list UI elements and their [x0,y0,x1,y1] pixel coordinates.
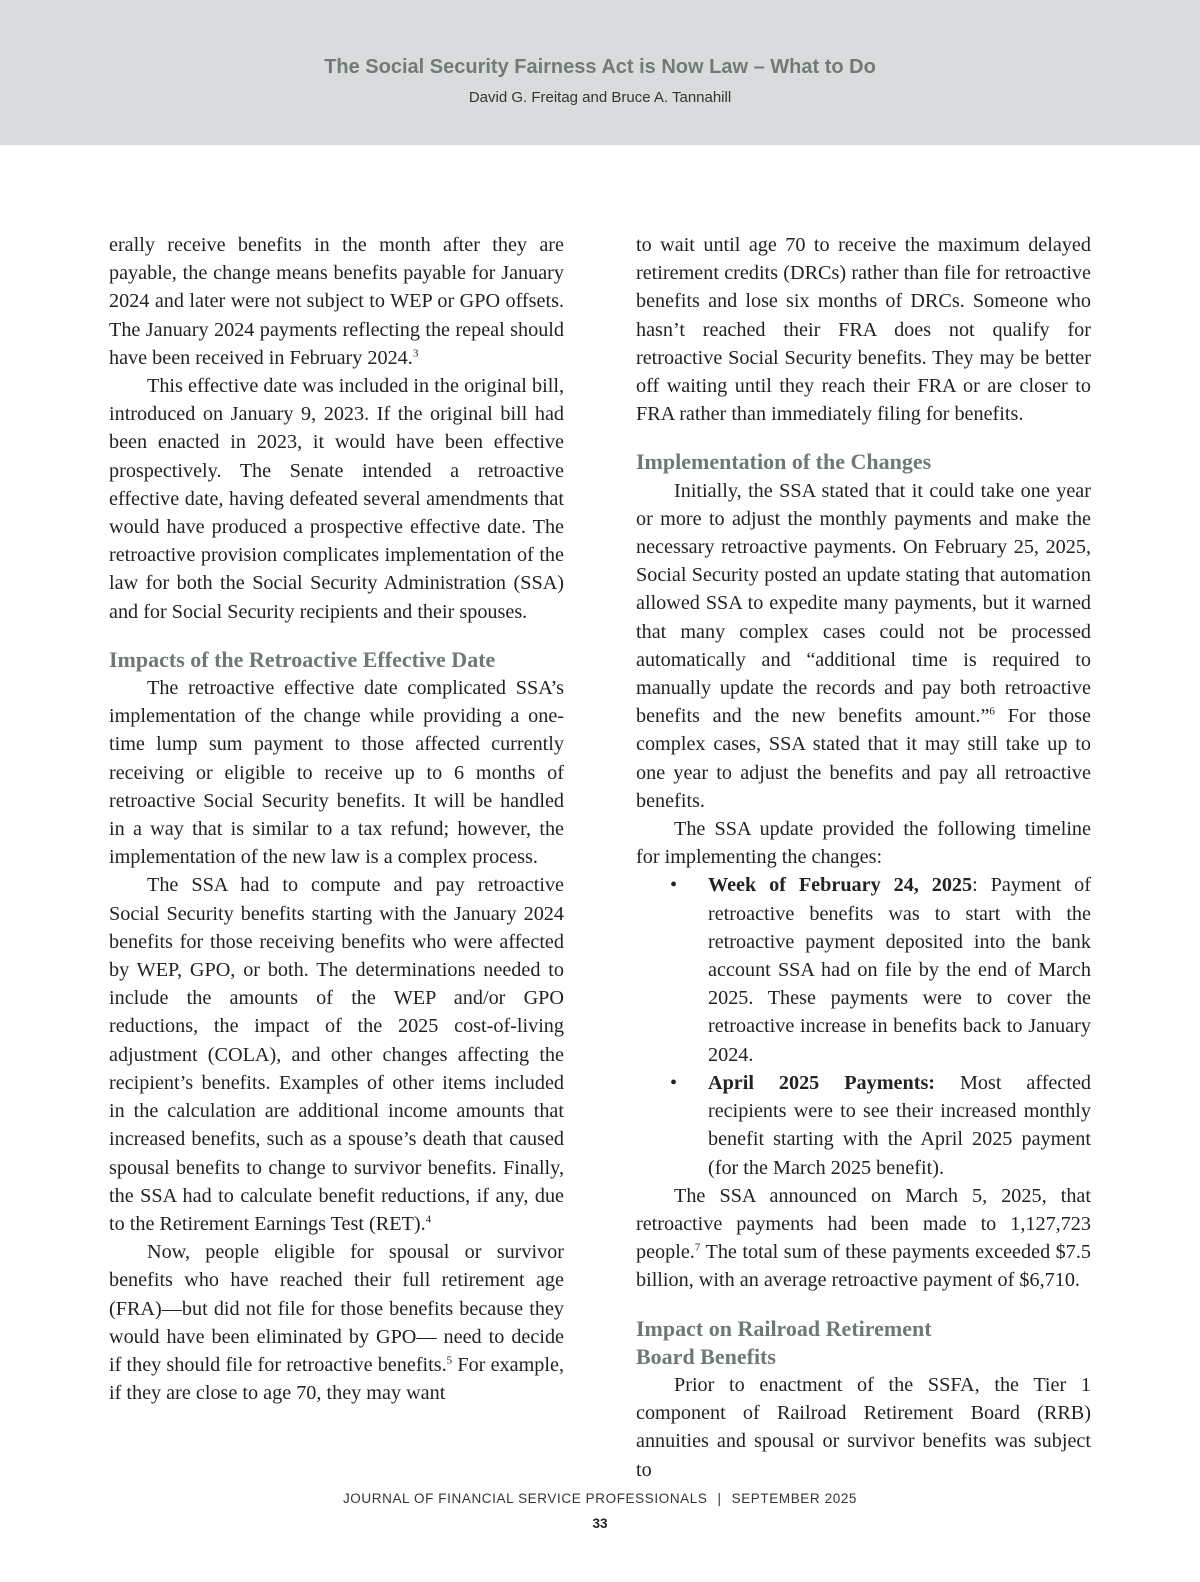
page-number: 33 [592,1516,608,1531]
article-title: The Social Security Fairness Act is Now Law – What to Do [324,56,876,78]
footnote-ref: 4 [425,1213,432,1226]
paragraph: This effective date was included in the original bill, introduced on January 9, 2023. If the original bill had been enacted in 2023, it would have been effective prospectively. The Senate intended a retroactive effective date, having defeated several amendments that would have produced a prospective effective date. The retroactive provision complicates implementation of the law for both the Social Security Administration (SSA) and for Social Security recipients and their spouses. [109,375,564,623]
footer-journal-line: JOURNAL OF FINANCIAL SERVICE PROFESSIONALS | SEPTEMBER 2025 [342,1491,858,1506]
right-column [636,231,1091,1484]
section-heading: Impact on Railroad Retirement Board Benefits [636,1315,932,1369]
list-item: • April 2025 Payments: Most affected recipients were to see their increased monthly benefit starting with the April 2025 payment (for the March 2025 benefit). [636,1069,1091,1182]
footnote-ref: 7 [694,1241,701,1254]
paragraph: Prior to enactment of the SSFA, the Tier 1 component of Railroad Retirement Board (RRB) annuities and spousal or survivor benefits was subject to [636,1373,1091,1481]
paragraph: The retroactive effective date complicated SSA’s implementation of the change while providing a one-time lump sum payment to those affected currently receiving or eligible to receive up to 6 months of retroactive Social Security benefits. It will be handled in a way that is similar to a tax refund; however, the implementation of the new law is a complex process. [109,677,564,869]
list-item: • Week of February 24, 2025: Payment of retroactive benefits was to start with the retroactive payment deposited into the bank account SSA had on file by the end of March 2025. These payments were to cover the retroactive increase in benefits back to January 2024. [636,871,1091,1068]
paragraph: erally receive benefits in the month after they are payable, the change means benefits payable for January 2024 and later were not subject to WEP or GPO offsets. The January 2024 payments reflecting the repeal should have been received in February 2024.$^3$ [109,234,564,369]
running-header [0,0,1200,145]
paragraph: Now, people eligible for spousal or survivor benefits who have reached their full retirement age (FRA)—but did not file for those benefits because they would have been eliminated by GPO— need to decide if they should file for retroactive benefits.$^5$ For example, if they are close to age 70, they may want [109,1241,564,1405]
paragraph: to wait until age 70 to receive the maximum delayed retirement credits (DRCs) rather than file for retroactive benefits and lose six months of DRCs. Someone who hasn’t reached their FRA does not qualify for retroactive Social Security benefits. They may be better off waiting until they reach their FRA or are closer to FRA rather than immediately filing for benefits. [636,234,1091,426]
timeline-list [636,871,1091,1181]
bullet-icon: • [670,874,678,897]
footnote-ref: 5 [446,1354,453,1367]
left-column [109,231,564,1407]
paragraph: The SSA update provided the following timeline for implementing the changes: [636,818,1091,869]
paragraph: The SSA had to compute and pay retroactive Social Security benefits starting with the January 2024 benefits for those receiving benefits who were affected by WEP, GPO, or both. The determinations needed to include the amounts of the WEP and/or GPO reductions, the impact of the 2025 cost-of-living adjustment (COLA), and other changes affecting the recipient’s benefits. Examples of other items included in the calculation are additional income amounts that increased benefits, such as a spouse’s death that caused spousal benefits to change to survivor benefits. Finally, the SSA had to calculate benefit reductions, if any, due to the Retirement Earnings Test (RET).$^4$ [109,874,564,1235]
section-heading: Impacts of the Retroactive Effective Date [109,646,496,672]
footnote-ref: 3 [412,347,419,360]
paragraph: Initially, the SSA stated that it could take one year or more to adjust the monthly payments and make the necessary retroactive payments. On February 25, 2025, Social Security posted an update stating that automation allowed SSA to expedite many payments, but it warned that many complex cases could not be processed automatically and “additional time is required to manually update the records and pay both retroactive benefits and the new benefits amount.”$^6$ For those complex cases, SSA stated that it may still take up to one year to adjust the benefits and pay all retroactive benefits. [636,479,1091,812]
paragraph: The SSA announced on March 5, 2025, that retroactive payments had been made to 1,127,723 people.$^7$ The total sum of these payments exceeded $7.5 billion, with an average retroactive payment of $6,710. [636,1184,1091,1292]
article-authors: David G. Freitag and Bruce A. Tannahill [468,89,732,106]
section-heading: Implementation of the Changes [636,449,932,475]
footnote-ref: 6 [989,705,995,718]
bullet-icon: • [670,1071,678,1094]
